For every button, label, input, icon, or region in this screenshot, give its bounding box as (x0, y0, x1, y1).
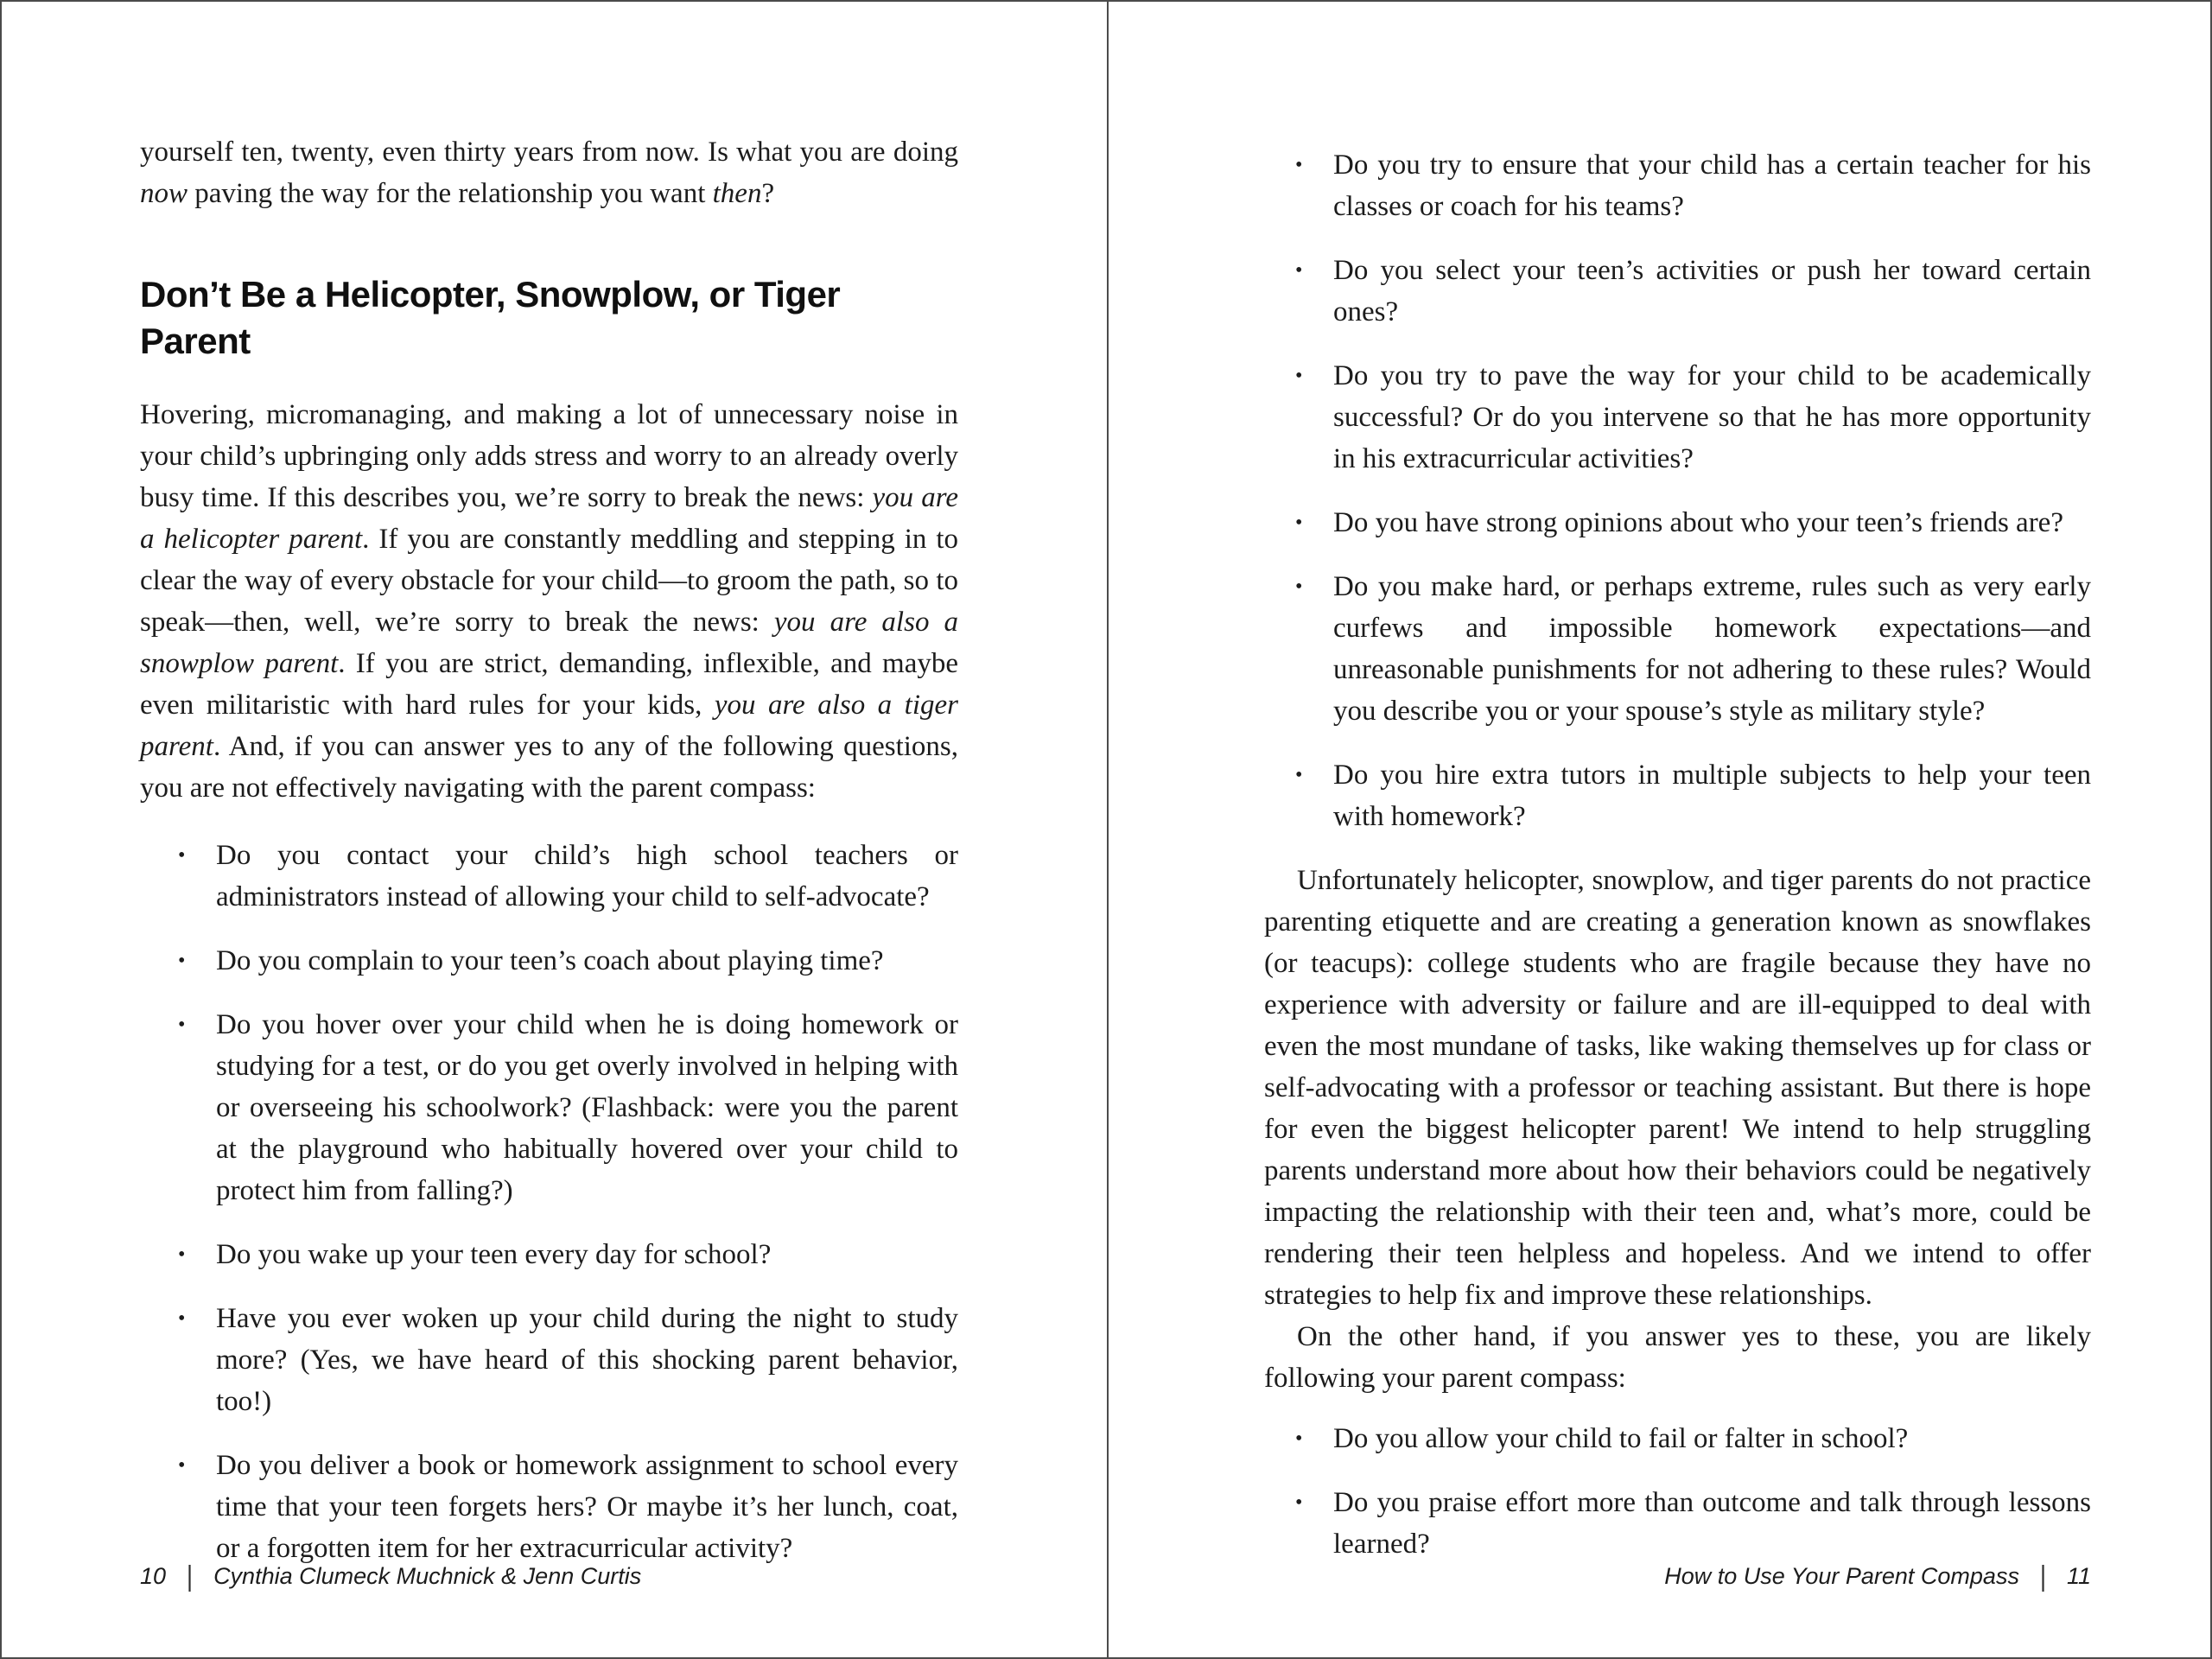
list-item (178, 1445, 958, 1569)
section-heading: Don’t Be a Helicopter, Snowplow, or Tiger Parent (140, 274, 841, 361)
bullet-question: Do you try to ensure that your child has a certain teacher for his classes or coach for his teams? (1333, 149, 2091, 222)
bullet-icon: • (178, 844, 186, 867)
page-left-content (2, 2, 1107, 1569)
bullet-question: Have you ever woken up your child during the night to study more? (Yes, we have heard of this shocking parent behavior, too!) (216, 1303, 958, 1417)
body-paragraph-1: Unfortunately helicopter, snowplow, and tiger parents do not practice parenting etiquette and are creating a generation known as snowflakes (or teacups): college students who are fragile because they have no experience with adversity or failure and are ill-equipped to deal with even the most mundane of tasks, like waking themselves up for class or self-advocating with a professor or teaching assistant. But there is hope for even the biggest helicopter parent! We intend to help struggling parents understand more about how their behaviors could be negatively impacting the relationship with their teen and, what’s more, could be rendering their teen helpless and hopeless. And we intend to offer strategies to help fix and improve these relationships. (1264, 865, 2091, 1311)
bullet-icon: • (1295, 512, 1303, 534)
list-item (1295, 754, 2091, 837)
list-item (178, 1004, 958, 1211)
bullet-icon: • (1295, 1427, 1303, 1450)
bullet-question: Do you deliver a book or homework assignment to school every time that your teen forgets hers? Or maybe it’s her lunch, coat, or a forgotten item for her extracurricular activity? (216, 1450, 958, 1564)
list-item (1295, 1482, 2091, 1565)
footer-separator: | (187, 1560, 194, 1592)
bullet-icon: • (1295, 575, 1303, 598)
bullet-question: Do you hover over your child when he is doing homework or studying for a test, or do you get overly involved in helping with or overseeing his schoolwork? (Flashback: were you the parent at the playground who habitually hovered over your child to protect him from falling?) (216, 1009, 958, 1206)
footer-separator: | (2039, 1560, 2046, 1592)
list-item (1295, 250, 2091, 333)
list-item (178, 835, 958, 918)
continuation-paragraph: yourself ten, twenty, even thirty years from now. Is what you are doing now paving the way for the relationship you want then? (140, 137, 958, 209)
bullet-question: Do you try to pave the way for your child to be academically successful? Or do you intervene so that he has more opportunity in his extracurricular activities? (1333, 360, 2091, 474)
bullet-question: Do you contact your child’s high school teachers or administrators instead of allowing your child to self-advocate? (216, 840, 958, 912)
bullet-question: Do you complain to your teen’s coach about playing time? (216, 945, 884, 976)
bullet-icon: • (1295, 365, 1303, 387)
list-item (178, 940, 958, 982)
bullet-question: Do you have strong opinions about who your teen’s friends are? (1333, 507, 2063, 538)
bullet-question: Do you praise effort more than outcome and talk through lessons learned? (1333, 1487, 2091, 1560)
running-footer-right (1664, 1560, 2091, 1592)
list-item (1295, 144, 2091, 227)
intro-paragraph: Hovering, micromanaging, and making a lot of unnecessary noise in your child’s upbringing only adds stress and worry to an already overly busy time. If this describes you, we’re sorry to break the news: you are a helicopter parent. If you are constantly meddling and stepping in to clear the way of every obstacle for your child—to groom the path, so to speak—then, well, we’re sorry to break the news: you are also a snowplow parent. If you are strict, demanding, inflexible, and maybe even militaristic with hard rules for your kids, you are also a tiger parent. And, if you can answer yes to any of the following questions, you are not effectively navigating with the parent compass: (140, 399, 959, 804)
bullet-icon: • (178, 1454, 186, 1477)
list-item (1295, 566, 2091, 732)
page-right (1107, 2, 2210, 1657)
list-item (1295, 502, 2091, 543)
bullet-icon: • (178, 1014, 186, 1036)
checklist-parent-compass (1264, 1418, 2091, 1565)
bullet-icon: • (178, 1307, 186, 1330)
checklist-helicopter-questions-continued (1264, 144, 2091, 837)
list-item (1295, 1418, 2091, 1459)
bullet-question: Do you hire extra tutors in multiple subjects to help your teen with homework? (1333, 760, 2091, 832)
bullet-icon: • (1295, 1491, 1303, 1514)
bullet-icon: • (178, 1243, 186, 1266)
list-item (178, 1234, 958, 1275)
list-item (1295, 355, 2091, 480)
list-item (178, 1298, 958, 1422)
body-paragraph-2: On the other hand, if you answer yes to these, you are likely following your parent compass: (1264, 1321, 2091, 1394)
page-left (2, 2, 1107, 1657)
running-footer-chapter: How to Use Your Parent Compass (1664, 1563, 2019, 1589)
checklist-helicopter-questions (140, 835, 958, 1569)
bullet-question: Do you make hard, or perhaps extreme, rules such as very early curfews and impossible homework expectations—and unreasonable punishments for not adhering to these rules? Would you describe you or your spouse’s style as military style? (1333, 571, 2091, 727)
bullet-icon: • (1295, 154, 1303, 176)
running-footer-left (140, 1560, 642, 1592)
bullet-icon: • (1295, 764, 1303, 786)
bullet-question: Do you allow your child to fail or falter in school? (1333, 1423, 1909, 1454)
page-right-content (1109, 2, 2210, 1565)
page-number: 11 (2066, 1563, 2091, 1589)
page-number: 10 (140, 1563, 167, 1589)
bullet-icon: • (1295, 259, 1303, 282)
bullet-question: Do you wake up your teen every day for school? (216, 1239, 772, 1270)
bullet-question: Do you select your teen’s activities or push her toward certain ones? (1333, 255, 2091, 327)
bullet-icon: • (178, 950, 186, 972)
running-footer-authors: Cynthia Clumeck Muchnick & Jenn Curtis (213, 1563, 642, 1589)
